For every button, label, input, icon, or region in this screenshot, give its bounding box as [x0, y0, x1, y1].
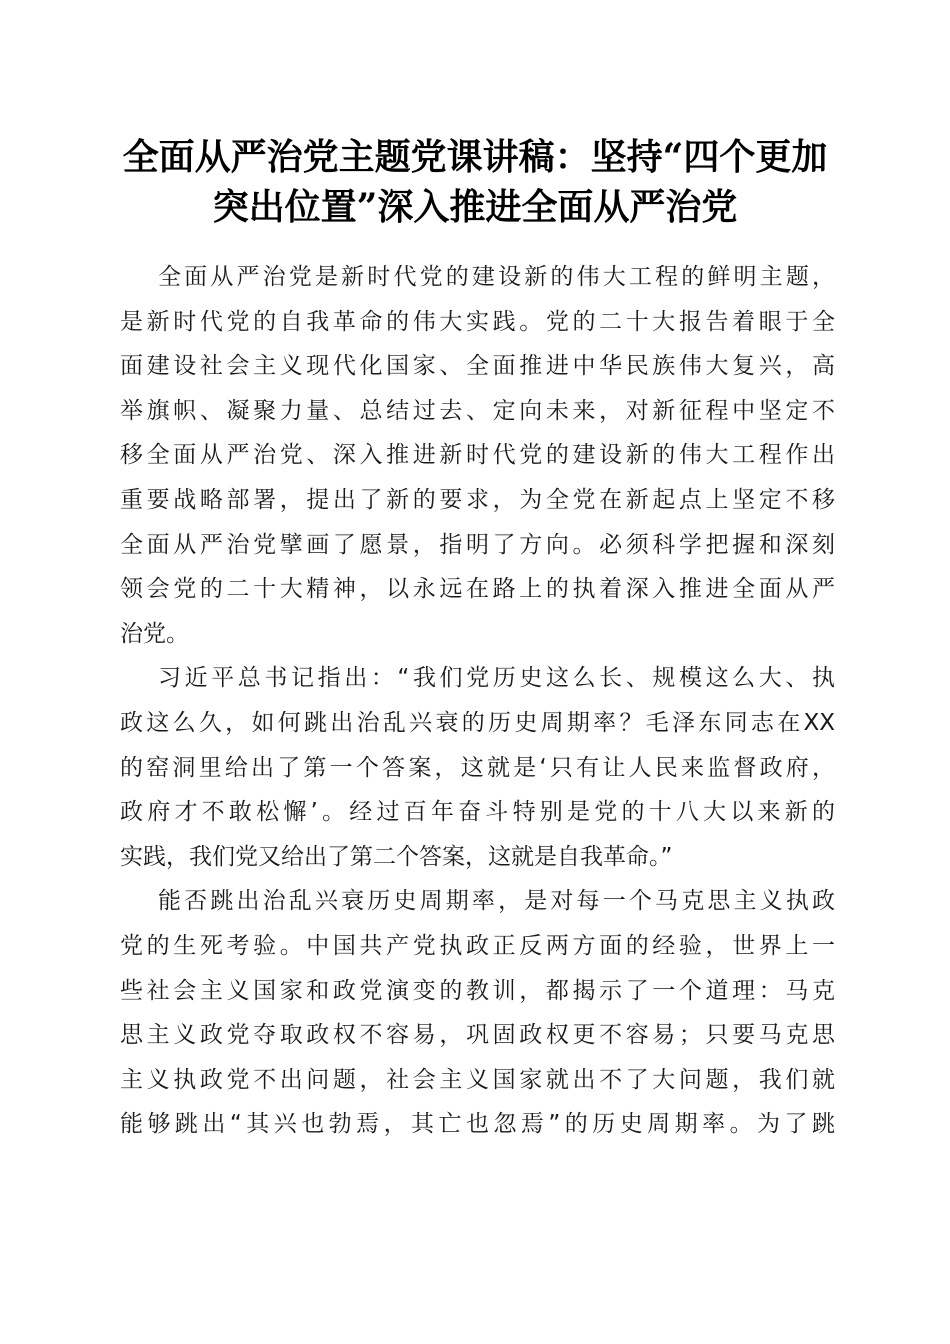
text-line: 思主义政党夺取政权不容易，巩固政权更不容易；只要马克思	[120, 1022, 835, 1049]
text-line: 能够跳出“其兴也勃焉，其亡也忽焉”的历史周期率。为了跳	[120, 1111, 835, 1138]
text-line: 主义执政党不出问题，社会主义国家就出不了大问题，我们就	[120, 1066, 835, 1093]
text-line: 政府才不敢松懈’。经过百年奋斗特别是党的十八大以来新的	[120, 799, 835, 826]
text-line: 能否跳出治乱兴衰历史周期率，是对每一个马克思主义执政	[158, 888, 835, 915]
text-line: 移全面从严治党、深入推进新时代党的建设新的伟大工程作出	[120, 442, 835, 469]
text-line: 重要战略部署，提出了新的要求，为全党在新起点上坚定不移	[120, 486, 835, 513]
document-title	[100, 132, 850, 232]
text-line: 治党。	[120, 620, 189, 647]
title-line: 全面从严治党主题党课讲稿：坚持“四个更加	[122, 136, 828, 178]
text-line: 全面从严治党是新时代党的建设新的伟大工程的鲜明主题，	[158, 264, 835, 290]
text-line: 领会党的二十大精神，以永远在路上的执着深入推进全面从严	[120, 576, 835, 603]
text-line: 是新时代党的自我革命的伟大实践。党的二十大报告着眼于全	[120, 308, 835, 335]
title-line: 突出位置”深入推进全面从严治党	[212, 186, 738, 228]
text-line: 政这么久，如何跳出治乱兴衰的历史周期率？毛泽东同志在XX	[120, 709, 835, 736]
paragraph-2	[120, 656, 835, 879]
text-line: 习近平总书记指出：“我们党历史这么长、规模这么大、执	[158, 665, 835, 692]
text-line: 的窑洞里给出了第一个答案，这就是‘只有让人民来监督政府，	[120, 754, 835, 781]
document-body	[120, 255, 835, 1147]
text-line: 些社会主义国家和政党演变的教训，都揭示了一个道理：马克	[120, 977, 835, 1004]
paragraph-3	[120, 879, 835, 1147]
text-line: 党的生死考验。中国共产党执政正反两方面的经验，世界上一	[120, 932, 835, 959]
text-line: 面建设社会主义现代化国家、全面推进中华民族伟大复兴，高	[120, 353, 835, 380]
text-line: 全面从严治党擘画了愿景，指明了方向。必须科学把握和深刻	[120, 531, 835, 558]
paragraph-1	[120, 255, 835, 656]
text-line: 实践，我们党又给出了第二个答案，这就是自我革命。”	[120, 843, 673, 870]
text-line: 举旗帜、凝聚力量、总结过去、定向未来，对新征程中坚定不	[120, 397, 835, 424]
